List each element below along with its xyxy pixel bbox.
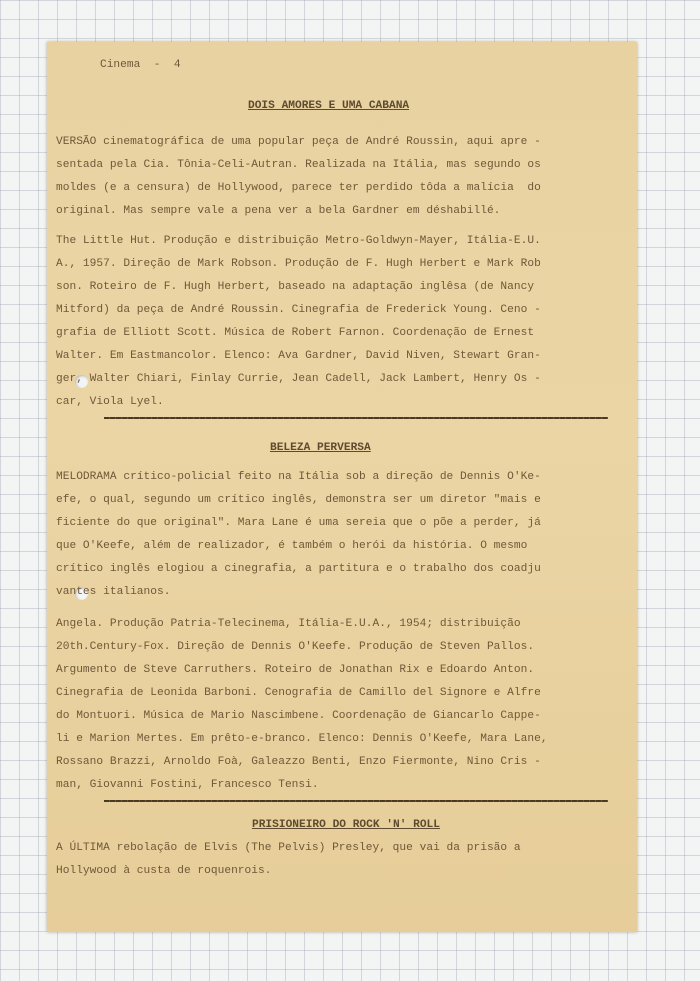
text-line: ger, Walter Chiari, Finlay Currie, Jean Cadell, Jack Lambert, Henry Os - <box>56 373 541 385</box>
text-line: Mitford) da peça de André Roussin. Cinegrafia de Frederick Young. Ceno - <box>56 304 541 316</box>
section-title: PRISIONEIRO DO ROCK 'N' ROLL <box>252 819 440 831</box>
text-line: Cinegrafia de Leonida Barboni. Cenografia de Camillo del Signore e Alfre <box>56 687 541 699</box>
text-line: The Little Hut. Produção e distribuição Metro-Goldwyn-Mayer, Itália-E.U. <box>56 235 541 247</box>
text-line: Argumento de Steve Carruthers. Roteiro de Jonathan Rix e Edoardo Anton. <box>56 664 535 676</box>
text-line: li e Marion Mertes. Em prêto-e-branco. Elenco: Dennis O'Keefe, Mara Lane, <box>56 733 548 745</box>
text-line: crítico inglês elogiou a cinegrafia, a partitura e o trabalho dos coadju <box>56 563 541 575</box>
text-line: VERSÃO cinematográfica de uma popular peça de André Roussin, aqui apre - <box>56 136 541 148</box>
text-line: A., 1957. Direção de Mark Robson. Produção de F. Hugh Herbert e Mark Rob <box>56 258 541 270</box>
text-line: Walter. Em Eastmancolor. Elenco: Ava Gardner, David Niven, Stewart Gran- <box>56 350 541 362</box>
text-line: sentada pela Cia. Tônia-Celi-Autran. Realizada na Itália, mas segundo os <box>56 159 541 171</box>
text-line: A ÚLTIMA rebolação de Elvis (The Pelvis) Presley, que vai da prisão a <box>56 842 521 854</box>
text-line: que O'Keefe, além de realizador, é também o herói da história. O mesmo <box>56 540 528 552</box>
text-line: grafia de Elliott Scott. Música de Robert Farnon. Coordenação de Ernest <box>56 327 535 339</box>
text-line: Hollywood à custa de roquenrois. <box>56 865 272 877</box>
section-divider <box>104 800 608 802</box>
text-line: son. Roteiro de F. Hugh Herbert, baseado na adaptação inglêsa (de Nancy <box>56 281 535 293</box>
text-line: vantes italianos. <box>56 586 171 598</box>
section-divider <box>104 417 608 419</box>
text-line: ficiente do que original". Mara Lane é uma sereia que o põe a perder, já <box>56 517 541 529</box>
section-title: BELEZA PERVERSA <box>270 442 371 454</box>
section-title: DOIS AMORES E UMA CABANA <box>248 100 410 112</box>
text-line: 20th.Century-Fox. Direção de Dennis O'Keefe. Produção de Steven Pallos. <box>56 641 535 653</box>
text-line: man, Giovanni Fostini, Francesco Tensi. <box>56 779 319 791</box>
text-line: moldes (e a censura) de Hollywood, parece ter perdido tôda a malícia do <box>56 182 541 194</box>
text-line: MELODRAMA crítico-policial feito na Itália sob a direção de Dennis O'Ke- <box>56 471 541 483</box>
text-line: efe, o qual, segundo um crítico inglês, demonstra ser um diretor "mais e <box>56 494 541 506</box>
text-line: Angela. Produção Patria-Telecinema, Itália-E.U.A., 1954; distribuição <box>56 618 521 630</box>
text-line: do Montuori. Música de Mario Nascimbene. Coordenação de Giancarlo Cappe- <box>56 710 541 722</box>
page-header: Cinema - 4 <box>100 59 181 71</box>
text-line: Rossano Brazzi, Arnoldo Foà, Galeazzo Benti, Enzo Fiermonte, Nino Cris - <box>56 756 541 768</box>
text-line: car, Viola Lyel. <box>56 396 164 408</box>
text-line: original. Mas sempre vale a pena ver a bela Gardner em déshabillé. <box>56 205 501 217</box>
